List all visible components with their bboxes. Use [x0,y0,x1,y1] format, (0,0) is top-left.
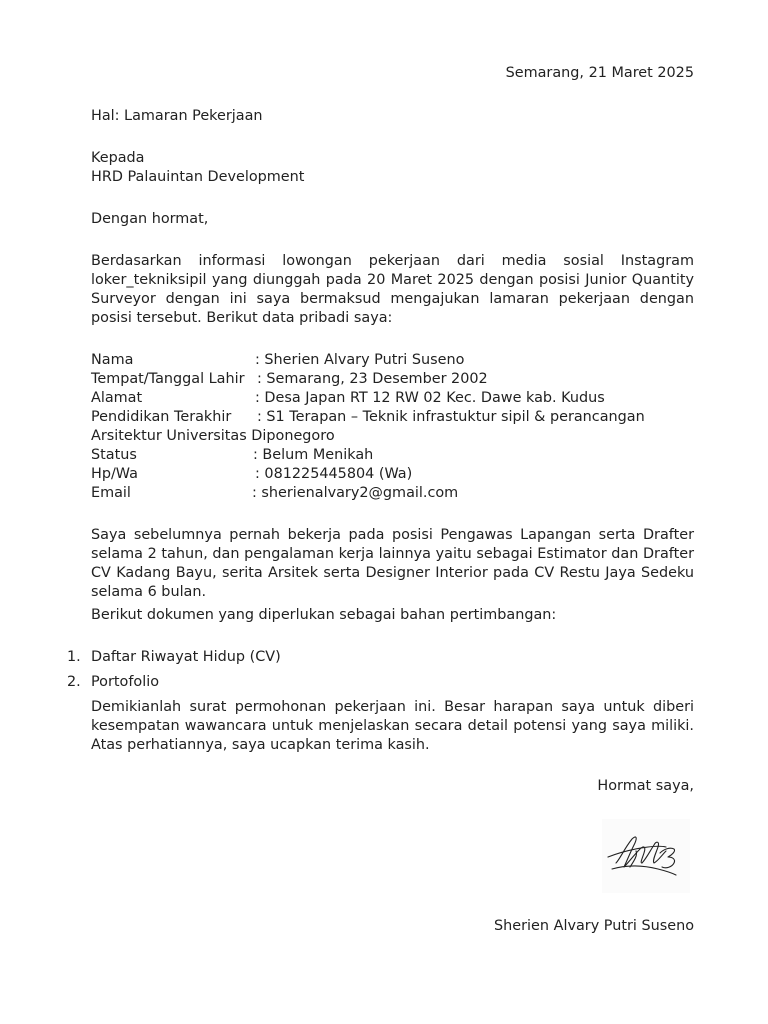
signoff: Hormat saya, [597,778,694,794]
status-value: : Belum Menikah [253,447,374,463]
list-item: Daftar Riwayat Hidup (CV) [91,649,281,665]
birth-label: Tempat/Tanggal Lahir [91,371,245,387]
email-value: : sherienalvary2@gmail.com [252,485,459,501]
address-value: : Desa Japan RT 12 RW 02 Kec. Dawe kab. Kudus [255,390,605,406]
address-label: Alamat [91,390,143,406]
experience-paragraph: Saya sebelumnya pernah bekerja pada posisi Pengawas Lapangan serta Drafter selama 2 tahun, dan pengalaman kerja lainnya yaitu sebagai Estimator dan Drafter CV Kadang Bayu, serita Arsitek serta Designer Interior pada CV Restu Jaya Sedeku selama 6 bulan. [91,527,694,600]
email-label: Email [91,485,131,501]
status-label: Status [91,447,137,463]
place-date: Semarang, 21 Maret 2025 [505,65,694,81]
signature-name: Sherien Alvary Putri Suseno [494,918,694,934]
signature-image [602,819,690,893]
salutation: Dengan hormat, [91,211,209,227]
education-continuation: Arsitektur Universitas Diponegoro [91,428,335,444]
name-value: : Sherien Alvary Putri Suseno [255,352,465,368]
name-label: Nama [91,352,134,368]
phone-value: : 081225445804 (Wa) [255,466,413,482]
phone-label: Hp/Wa [91,466,138,482]
recipient-label: Kepada [91,150,145,166]
education-label: Pendidikan Terakhir [91,409,232,425]
handwritten-signature [602,819,690,893]
list-item-number: 2. [67,674,81,690]
education-value: : S1 Terapan – Teknik infrastuktur sipil & perancangan [257,409,645,425]
recipient-name: HRD Palauintan Development [91,169,305,185]
list-item-number: 1. [67,649,81,665]
subject-line: Hal: Lamaran Pekerjaan [91,108,263,124]
list-item: Portofolio [91,674,160,690]
closing-paragraph: Demikianlah surat permohonan pekerjaan ini. Besar harapan saya untuk diberi kesempatan wawancara untuk menjelaskan secara detail potensi yang saya miliki. Atas perhatiannya, saya ucapkan terima kasih. [91,699,694,753]
documents-intro: Berikut dokumen yang diperlukan sebagai bahan pertimbangan: [91,607,557,623]
intro-paragraph: Berdasarkan informasi lowongan pekerjaan dari media sosial Instagram loker_tekniksipil yang diunggah pada 20 Maret 2025 dengan posisi Junior Quantity Surveyor dengan ini saya bermaksud mengajukan lamaran pekerjaan dengan posisi tersebut. Berikut data pribadi saya: [91,253,694,326]
birth-value: : Semarang, 23 Desember 2002 [257,371,488,387]
